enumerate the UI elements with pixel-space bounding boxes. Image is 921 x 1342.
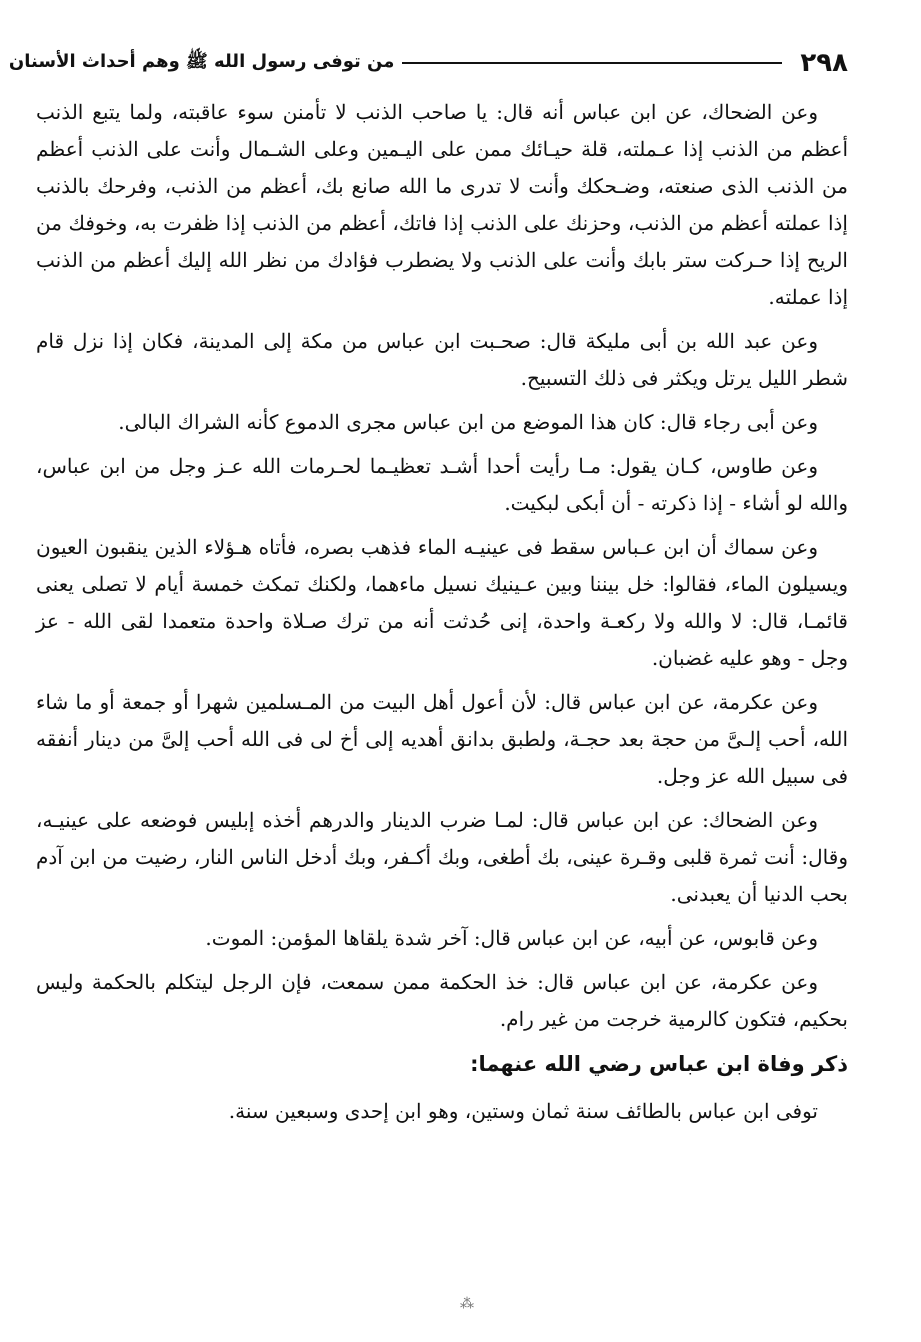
book-page — [8, 40, 848, 1320]
footer-ornament-icon: ⁂ — [460, 1296, 474, 1312]
paragraph-1: وعن الضحاك، عن ابن عباس أنه قال: يا صاحب الذنب لا تأمنن سوء عاقبته، ولما يتبع الذنب أعظم من الذنب إذا عـملته، قلة حيـائك ممن على اليـمين وعلى الشـمال وأنت على الذنب أعظم من الذنب الذى صنعته، وضـحكك وأنت لا تدرى ما الله صانع بك، أعظم من الذنب، وفرحك بالذنب إذا عملته أعظم من الذنب، وحزنك على الذنب إذا فاتك، أعظم من الذنب إذا ظفرت به، وخوفك من الريح إذا حـركت ستر بابك وأنت على الذنب ولا يضطرب فؤادك من نظر الله إليك أعظم من الذنب إذا عملته. — [36, 100, 848, 309]
paragraph-6: وعن عكرمة، عن ابن عباس قال: لأن أعول أهل البيت من المـسلمين شهرا أو جمعة أو ما شاء الله، أحب إلـىَّ من حجة بعد حجـة، ولطبق بدانق أهديه إلى أخ لى فى الله أحب إلىَّ من دينار أنفقه فى سبيل الله عز وجل. — [36, 690, 848, 788]
paragraph-4: وعن طاوس، كـان يقول: مـا رأيت أحدا أشـد تعظيـما لحـرمات الله عـز وجل من ابن عباس، والله لو أشاء - إذا ذكرته - أن أبكى لبكيت. — [36, 454, 848, 515]
paragraph-5: وعن سماك أن ابن عـباس سقط فى عينيـه الماء فذهب بصره، فأتاه هـؤلاء الذين ينقبون العيون ويسيلون الماء، فقالوا: خل بيننا وبين عـينيك نسيل ماءهما، ولكنك تمكث خمسة أيام لا تصلى يعنى قائمـا، قال: لا والله ولا ركعـة واحدة، إنى حُدثت أنه من ترك صـلاة واحدة متعمدا لقى الله - عز وجل - وهو عليه غضبان. — [36, 535, 848, 670]
header-rule — [402, 62, 782, 64]
section-paragraph: توفى ابن عباس بالطائف سنة ثمان وستين، وهو ابن إحدى وسبعين سنة. — [228, 1099, 818, 1123]
body-text — [36, 94, 848, 1130]
paragraph-9: وعن عكرمة، عن ابن عباس قال: خذ الحكمة ممن سمعت، فإن الرجل ليتكلم بالحكمة وليس بحكيم، فتكون كالرمية خرجت من غير رام. — [36, 970, 848, 1031]
section-heading: ذكر وفاة ابن عباس رضي الله عنهما: — [470, 1052, 848, 1076]
page-number: ٢٩٨ — [800, 48, 848, 78]
paragraph-3: وعن أبى رجاء قال: كان هذا الموضع من ابن عباس مجرى الدموع كأنه الشراك البالى. — [118, 410, 818, 434]
paragraph-7: وعن الضحاك: عن ابن عباس قال: لمـا ضرب الدينار والدرهم أخذه إبليس فوضعه على عينيـه، وقال: أنت ثمرة قلبى وقـرة عينى، بك أطغى، وبك أكـفر، وبك أدخل الناس النار، رضيت من ابن آدم بحب الدنيا أن يعبدنى. — [36, 808, 848, 906]
paragraph-2: وعن عبد الله بن أبى مليكة قال: صحـبت ابن عباس من مكة إلى المدينة، فكان إذا نزل قام شطر الليل يرتل ويكثر فى ذلك التسبيح. — [36, 329, 848, 390]
paragraph-8: وعن قابوس، عن أبيه، عن ابن عباس قال: آخر شدة يلقاها المؤمن: الموت. — [205, 926, 818, 950]
running-head — [8, 40, 848, 86]
running-title: من توفى رسول الله ﷺ وهم أحداث الأسنان — [8, 51, 395, 72]
